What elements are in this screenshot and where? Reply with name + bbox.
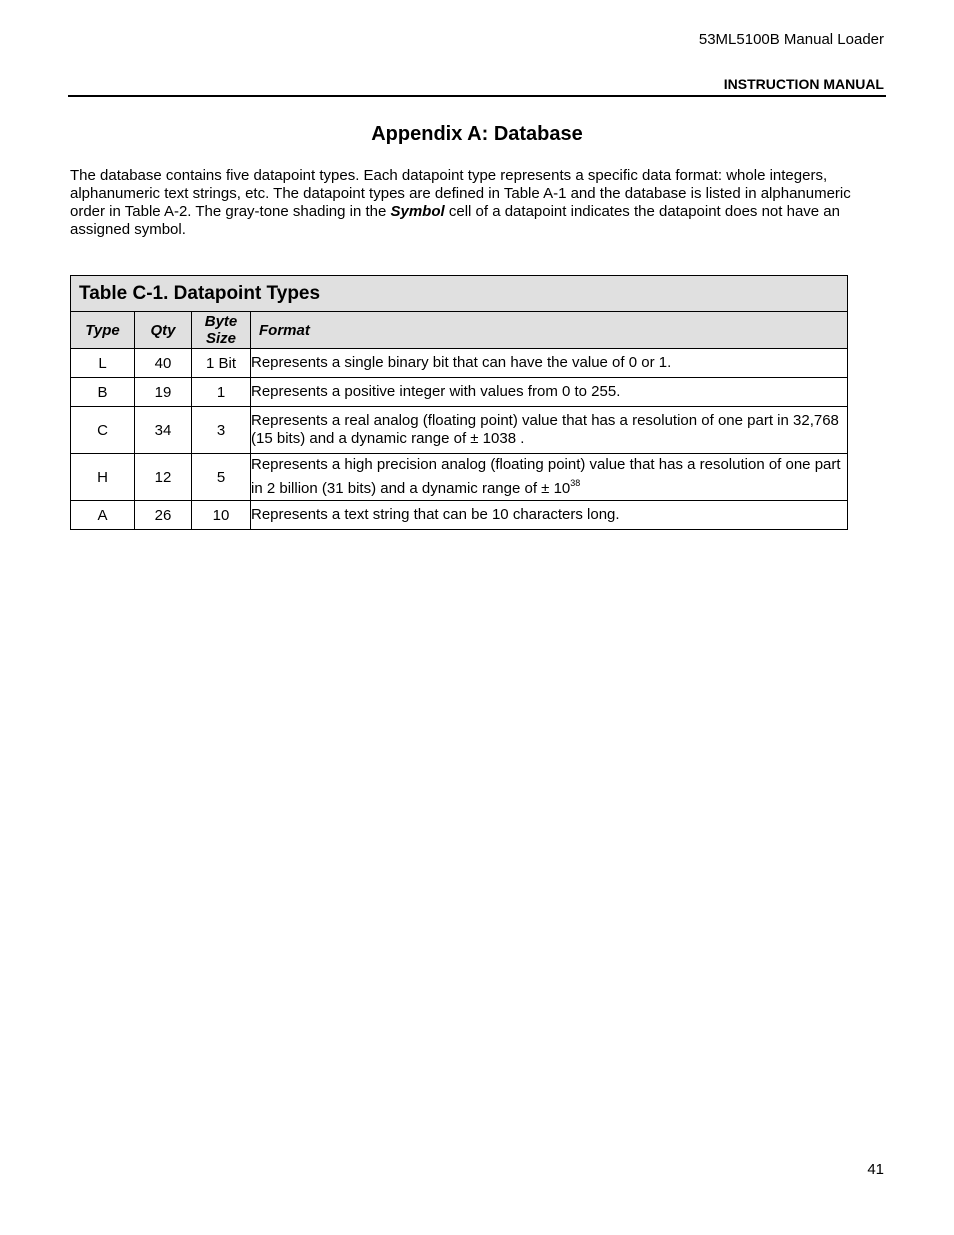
cell-size: 3 (192, 407, 251, 454)
cell-type: C (71, 407, 135, 454)
table-row (71, 454, 848, 501)
page-number: 41 (867, 1161, 884, 1178)
table-header-row (71, 312, 848, 349)
cell-qty: 12 (135, 454, 192, 501)
cell-format: Represents a real analog (floating point) value that has a resolution of one part in 32,768 (15 bits) and a dynamic range of ± 1038 . (251, 407, 848, 454)
cell-qty: 19 (135, 378, 192, 407)
table-row (71, 378, 848, 407)
cell-size: 1 Bit (192, 349, 251, 378)
table-caption: Table C-1. Datapoint Types (71, 276, 848, 312)
header-byte-line2: Size (205, 330, 236, 347)
appendix-heading: Appendix A: Database (371, 123, 583, 145)
cell-type: L (71, 349, 135, 378)
intro-emphasis: Symbol (390, 203, 445, 220)
cell-type: H (71, 454, 135, 501)
intro-text-before: The database contains five datapoint types. Each datapoint type represents a specific data format: whole integers, alphanumeric text strings, etc. The datapoint types are defined in Table A-1 and the database is listed in alphanumeric order in Table A-2. The gray-tone shading in the (70, 167, 851, 220)
header-format: Format (251, 312, 848, 349)
cell-format: Represents a text string that can be 10 characters long. (251, 501, 848, 530)
cell-qty: 34 (135, 407, 192, 454)
datapoint-types-table (70, 275, 848, 530)
cell-format-text: Represents a high precision analog (floating point) value that has a resolution of one part in 2 billion (31 bits) and a dynamic range of ± 10 (251, 456, 841, 497)
cell-qty: 26 (135, 501, 192, 530)
table-row (71, 407, 848, 454)
cell-format: Represents a single binary bit that can have the value of 0 or 1. (251, 349, 848, 378)
cell-size: 1 (192, 378, 251, 407)
intro-paragraph (70, 167, 870, 239)
cell-size: 5 (192, 454, 251, 501)
header-type: Type (71, 312, 135, 349)
document-title: 53ML5100B Manual Loader (698, 31, 884, 48)
cell-format (251, 454, 848, 501)
exponent: 38 (570, 478, 581, 488)
header-byte-size (192, 312, 251, 349)
cell-type: A (71, 501, 135, 530)
header-divider (68, 95, 886, 97)
cell-type: B (71, 378, 135, 407)
header-qty: Qty (135, 312, 192, 349)
table-row (71, 349, 848, 378)
cell-qty: 40 (135, 349, 192, 378)
cell-format: Represents a positive integer with values from 0 to 255. (251, 378, 848, 407)
table-row (71, 501, 848, 530)
cell-size: 10 (192, 501, 251, 530)
intro-text-after: cell of a datapoint indicates the datapoint does not have an assigned symbol. (70, 203, 840, 238)
manual-label: INSTRUCTION MANUAL (723, 76, 884, 92)
header-byte-line1: Byte (204, 313, 238, 330)
